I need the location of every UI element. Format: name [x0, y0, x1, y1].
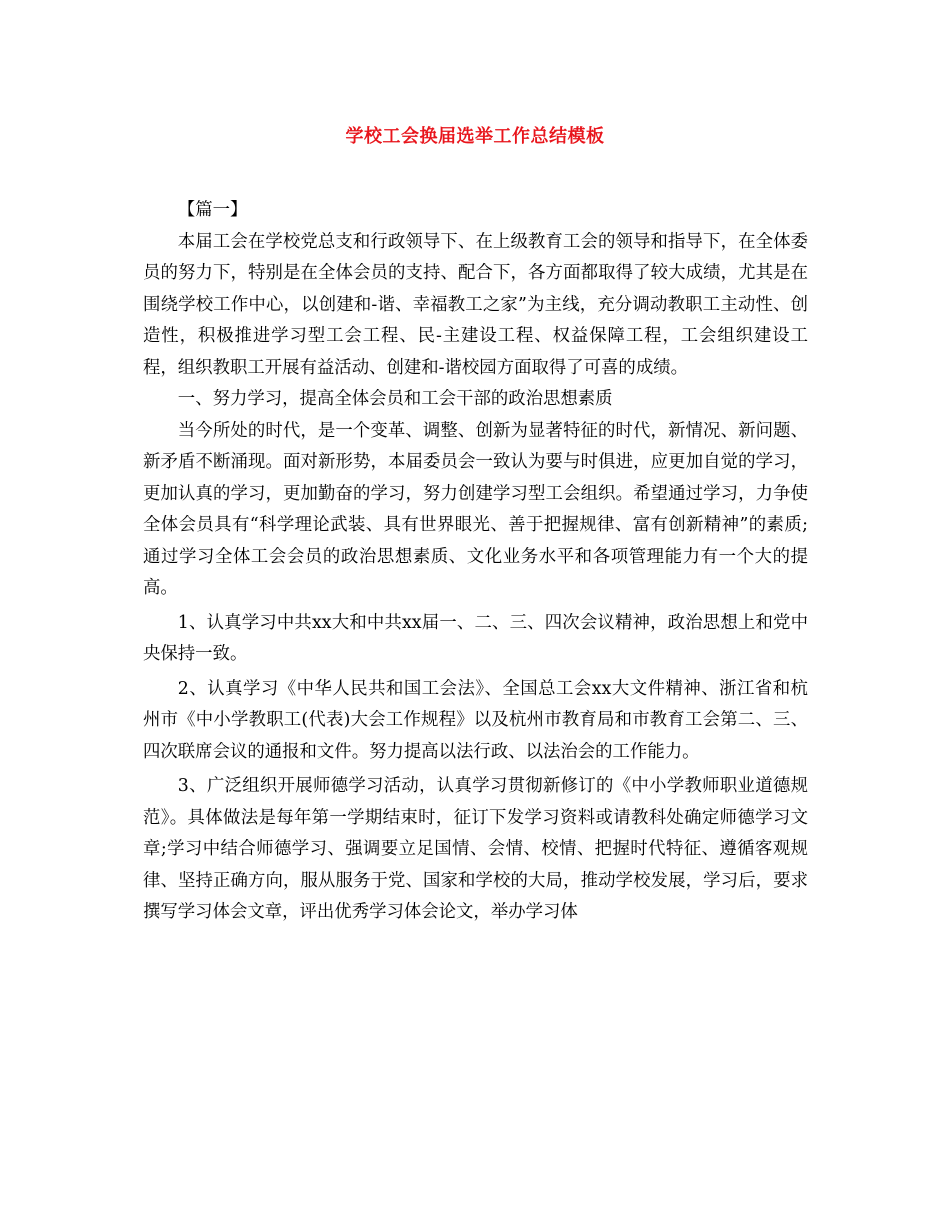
list-item-3: 3、广泛组织开展师德学习活动，认真学习贯彻新修订的《中小学教师职业道德规范》。具体做法是每年第一学期结束时，征订下发学习资料或请教科处确定师德学习文章;学习中结合师德学习、强调要立足国情、会情、校情、把握时代特征、遵循客观规律、坚持正确方向，服从服务于党、国家和学校的大局，推动学校发展，学习后，要求撰写学习体会文章，评出优秀学习体会论文，举办学习体	[143, 776, 808, 922]
section-heading-part-one: 【篇一】	[177, 200, 248, 220]
document-body	[143, 195, 808, 929]
paragraph-intro: 本届工会在学校党总支和行政领导下、在上级教育工会的领导和指导下，在全体委员的努力下，特别是在全体会员的支持、配合下，各方面都取得了较大成绩，尤其是在围绕学校工作中心，以创建和-谐、幸福教工之家”为主线，充分调动教职工主动性、创造性，积极推进学习型工会工程、民-主建设工程、权益保障工程，工会组织建设工程，组织教职工开展有益活动、创建和-谐校园方面取得了可喜的成绩。	[143, 231, 808, 378]
document-title: 学校工会换届选举工作总结模板	[345, 126, 605, 147]
list-item-1: 1、认真学习中共xx大和中共xx届一、二、三、四次会议精神，政治思想上和党中央保持一致。	[143, 612, 808, 664]
list-item-2: 2、认真学习《中华人民共和国工会法》、全国总工会xx大文件精神、浙江省和杭州市《中小学教职工(代表)大会工作规程》以及杭州市教育局和市教育工会第二、三、四次联席会议的通报和文件。努力提高以法行政、以法治会的工作能力。	[143, 678, 808, 762]
section-heading-study: 一、努力学习，提高全体会员和工会干部的政治思想素质	[177, 389, 613, 409]
paragraph-study: 当今所处的时代，是一个变革、调整、创新为显著特征的时代，新情况、新问题、新矛盾不断涌现。面对新形势，本届委员会一致认为要与时俱进，应更加自觉的学习，更加认真的学习，更加勤奋的学习，努力创建学习型工会组织。希望通过学习，力争使全体会员具有“科学理论武装、具有世界眼光、善于把握规律、富有创新精神”的素质;通过学习全体工会会员的政治思想素质、文化业务水平和各项管理能力有一个大的提高。	[143, 420, 808, 598]
